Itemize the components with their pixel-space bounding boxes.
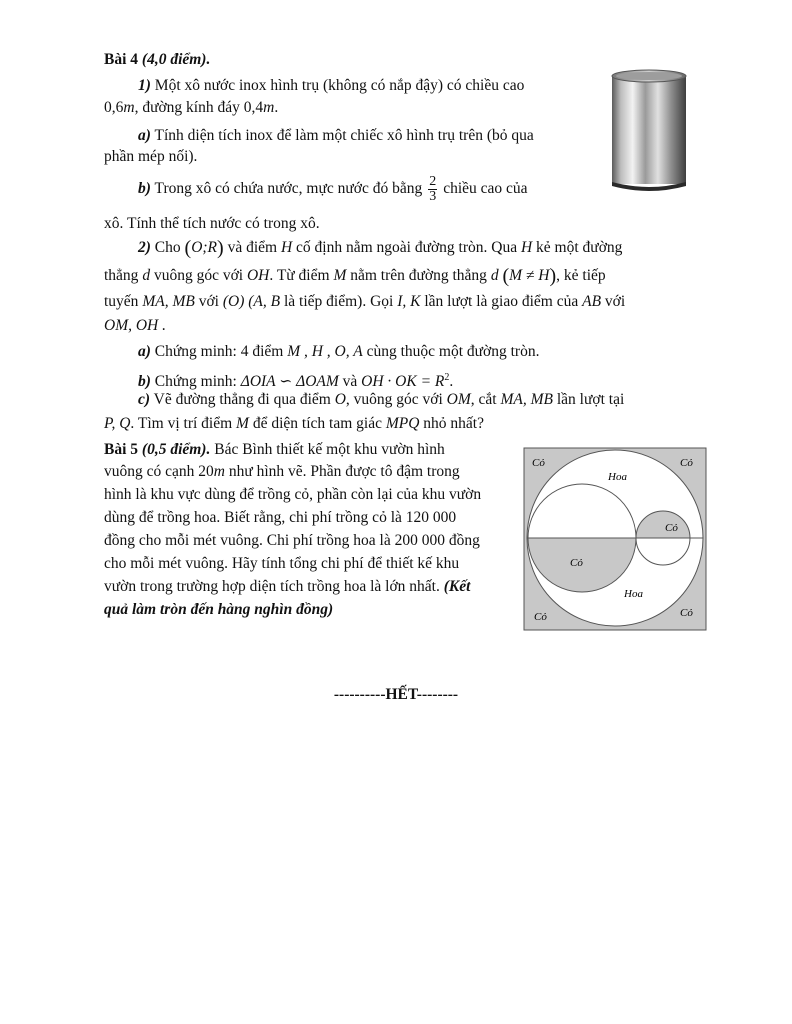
bai4-p2c-line2: P, Q. Tìm vị trí điểm M để diện tích tam giác MPQ nhỏ nhất? xyxy=(104,415,484,432)
fraction-two-thirds: $\frac{2}{3}$ xyxy=(429,173,437,204)
bai4-p1-line2: 0,6m, đường kính đáy 0,4m. xyxy=(104,99,279,116)
bai4-heading: Bài 4 (4,0 điểm). xyxy=(104,51,211,68)
bai4-a-line1: a) Tính diện tích inox để làm một chiếc xô hình trụ trên (bỏ qua xyxy=(138,127,534,144)
end-marker: ----------HẾT-------- xyxy=(333,686,459,703)
label-co-bottom-left: Cỏ xyxy=(534,611,547,623)
bai4-p2-line2: thẳng d vuông góc với OH. Từ điểm M nằm trên đường thẳng d (M ≠ H), kẻ tiếp xyxy=(104,265,606,287)
label-hoa-top: Hoa xyxy=(608,471,627,483)
label-co-small: Cỏ xyxy=(665,522,678,534)
bai4-b-line2: xô. Tính thể tích nước có trong xô. xyxy=(104,215,320,232)
bai4-p2-line3: tuyến MA, MB với (O) (A, B là tiếp điểm). Gọi I, K lần lượt là giao điểm của AB với xyxy=(104,293,626,310)
bai5-line5: đồng cho mỗi mét vuông. Chi phí trồng hoa là 200 000 đồng xyxy=(104,532,480,549)
bai4-p2b: b) Chứng minh: ΔOIA ∽ ΔOAM và OH · OK = $R^2$. xyxy=(138,372,454,391)
bai4-p2-line1: 2) Cho (O;R) và điểm H cố định nằm ngoài đường tròn. Qua H kẻ một đường xyxy=(138,237,623,259)
bai4-p2a: a) Chứng minh: 4 điểm M , H , O, A cùng thuộc một đường tròn. xyxy=(138,343,540,360)
garden-figure xyxy=(520,444,710,632)
bai5-line2: vuông có cạnh 20m như hình vẽ. Phần được tô đậm trong xyxy=(104,463,460,480)
bai5-line8: quả làm tròn đến hàng nghìn đồng) xyxy=(104,601,334,618)
label-co-top-left: Cỏ xyxy=(532,457,545,469)
stainless-bucket-image xyxy=(606,68,692,192)
bai5-line4: dùng để trồng hoa. Biết rằng, chi phí trồng cỏ là 120 000 xyxy=(104,509,457,526)
bai4-p2c-line1: c) Vẽ đường thẳng đi qua điểm O, vuông góc với OM, cắt MA, MB lần lượt tại xyxy=(138,391,625,408)
bai4-b-line1: b) Trong xô có chứa nước, mực nước đó bằng $\frac{2}{3}$ chiều cao của xyxy=(138,173,528,204)
bai5-line3: hình là khu vực dùng để trồng cỏ, phần còn lại của khu vườn xyxy=(104,486,482,503)
bai5-line6: cho mỗi mét vuông. Hãy tính tổng chi phí để thiết kế khu xyxy=(104,555,460,572)
bai4-p2-line4: OM, OH . xyxy=(104,317,166,334)
bai5-line1: Bài 5 (0,5 điểm). Bác Bình thiết kế một khu vườn hình xyxy=(104,441,445,458)
label-co-top-right: Cỏ xyxy=(680,457,693,469)
label-co-bottom-right: Cỏ xyxy=(680,607,693,619)
label-co-half: Cỏ xyxy=(570,557,583,569)
label-hoa-bottom: Hoa xyxy=(624,588,643,600)
bai5-line7: vườn trong trường hợp diện tích trồng hoa là lớn nhất. (Kết xyxy=(104,578,471,595)
bai4-p1-line1: 1) Một xô nước inox hình trụ (không có nắp đậy) có chiều cao xyxy=(138,77,525,94)
bai4-a-line2: phần mép nối). xyxy=(104,148,198,165)
